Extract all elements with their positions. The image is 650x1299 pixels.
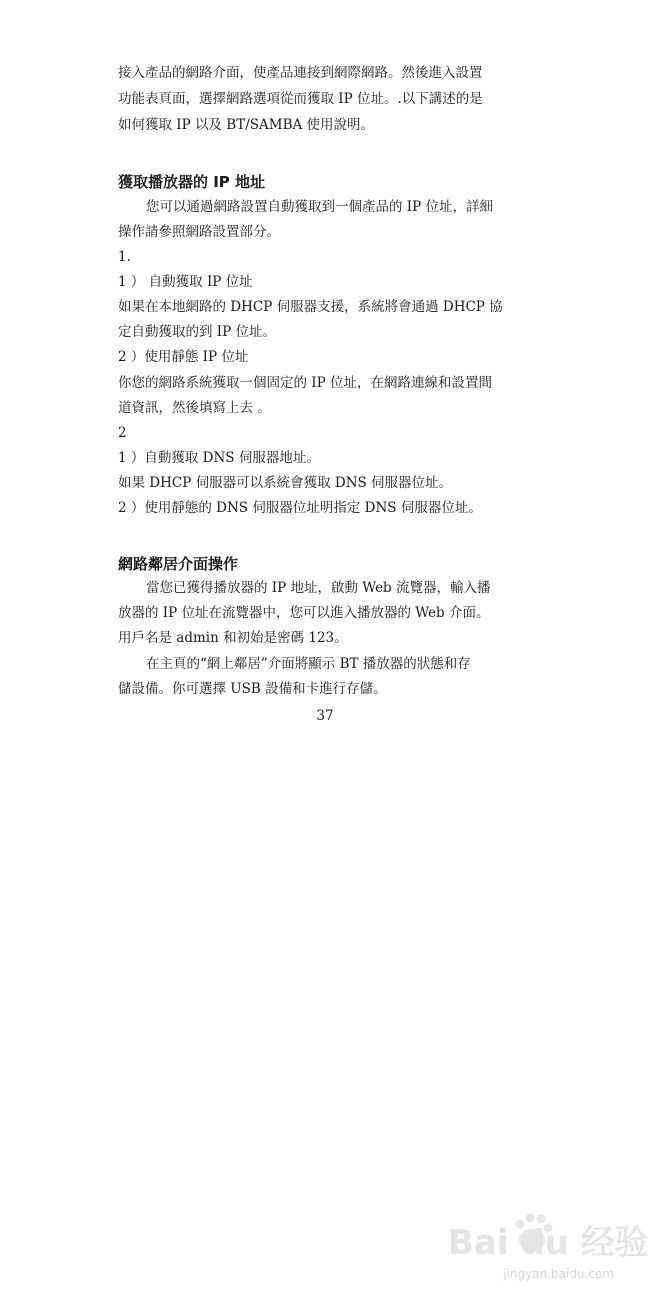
paragraph-line: 當您已獲得播放器的 IP 地址，啟動 Web 流覽器，輸入播: [146, 580, 491, 596]
paragraph-line: 放器的 IP 位址在流覽器中，您可以進入播放器的 Web 介面。: [118, 605, 490, 621]
paragraph-line: 用戶名是 admin 和初始是密碼 123。: [118, 630, 348, 646]
paragraph-line: 如果 DHCP 伺服器可以系統會獲取 DNS 伺服器位址。: [118, 475, 453, 491]
paragraph-line: 定自動獲取的到 IP 位址。: [118, 324, 276, 340]
watermark-url: jingyan.baidu.com: [503, 1267, 614, 1281]
list-item: 1 ） 自動獲取 IP 位址: [118, 274, 253, 290]
list-number: 1.: [118, 249, 131, 265]
section-heading: 獲取播放器的 IP 地址: [118, 173, 266, 191]
list-item: 2 ）使用靜態 IP 位址: [118, 349, 249, 365]
list-number: 2: [118, 425, 127, 441]
paragraph-line: 操作請參照網路設置部分。: [118, 224, 280, 240]
page-number: 37: [316, 708, 334, 724]
intro-line: 如何獲取 IP 以及 BT/SAMBA 使用說明。: [118, 117, 375, 133]
list-item: 1 ）自動獲取 DNS 伺服器地址。: [118, 450, 320, 466]
intro-line: 功能表頁面，選擇網路選項從而獲取 IP 位址。.以下講述的是: [118, 91, 483, 107]
paragraph-line: 在主頁的“網上鄰居”介面將顯示 BT 播放器的狀態和存: [146, 656, 471, 672]
paragraph-line: 您可以通過網路設置自動獲取到一個產品的 IP 位址，詳細: [146, 199, 493, 215]
section-heading: 網路鄰居介面操作: [118, 555, 239, 573]
paragraph-line: 如果在本地網路的 DHCP 伺服器支援，系統將會通過 DHCP 協: [118, 299, 503, 315]
list-item: 2 ）使用靜態的 DNS 伺服器位址明指定 DNS 伺服器位址。: [118, 500, 482, 516]
paragraph-line: 你您的網路系統獲取一個固定的 IP 位址，在網路連線和設置間: [118, 375, 492, 391]
paragraph-line: 儲設備。你可選擇 USB 設備和卡進行存儲。: [118, 681, 387, 697]
watermark-brand: Bai du 经验: [448, 1223, 649, 1263]
intro-line: 接入產品的網路介面，使產品連接到網際網路。然後進入設置: [118, 65, 483, 81]
paragraph-line: 道資訊，然後填寫上去 。: [118, 400, 271, 416]
